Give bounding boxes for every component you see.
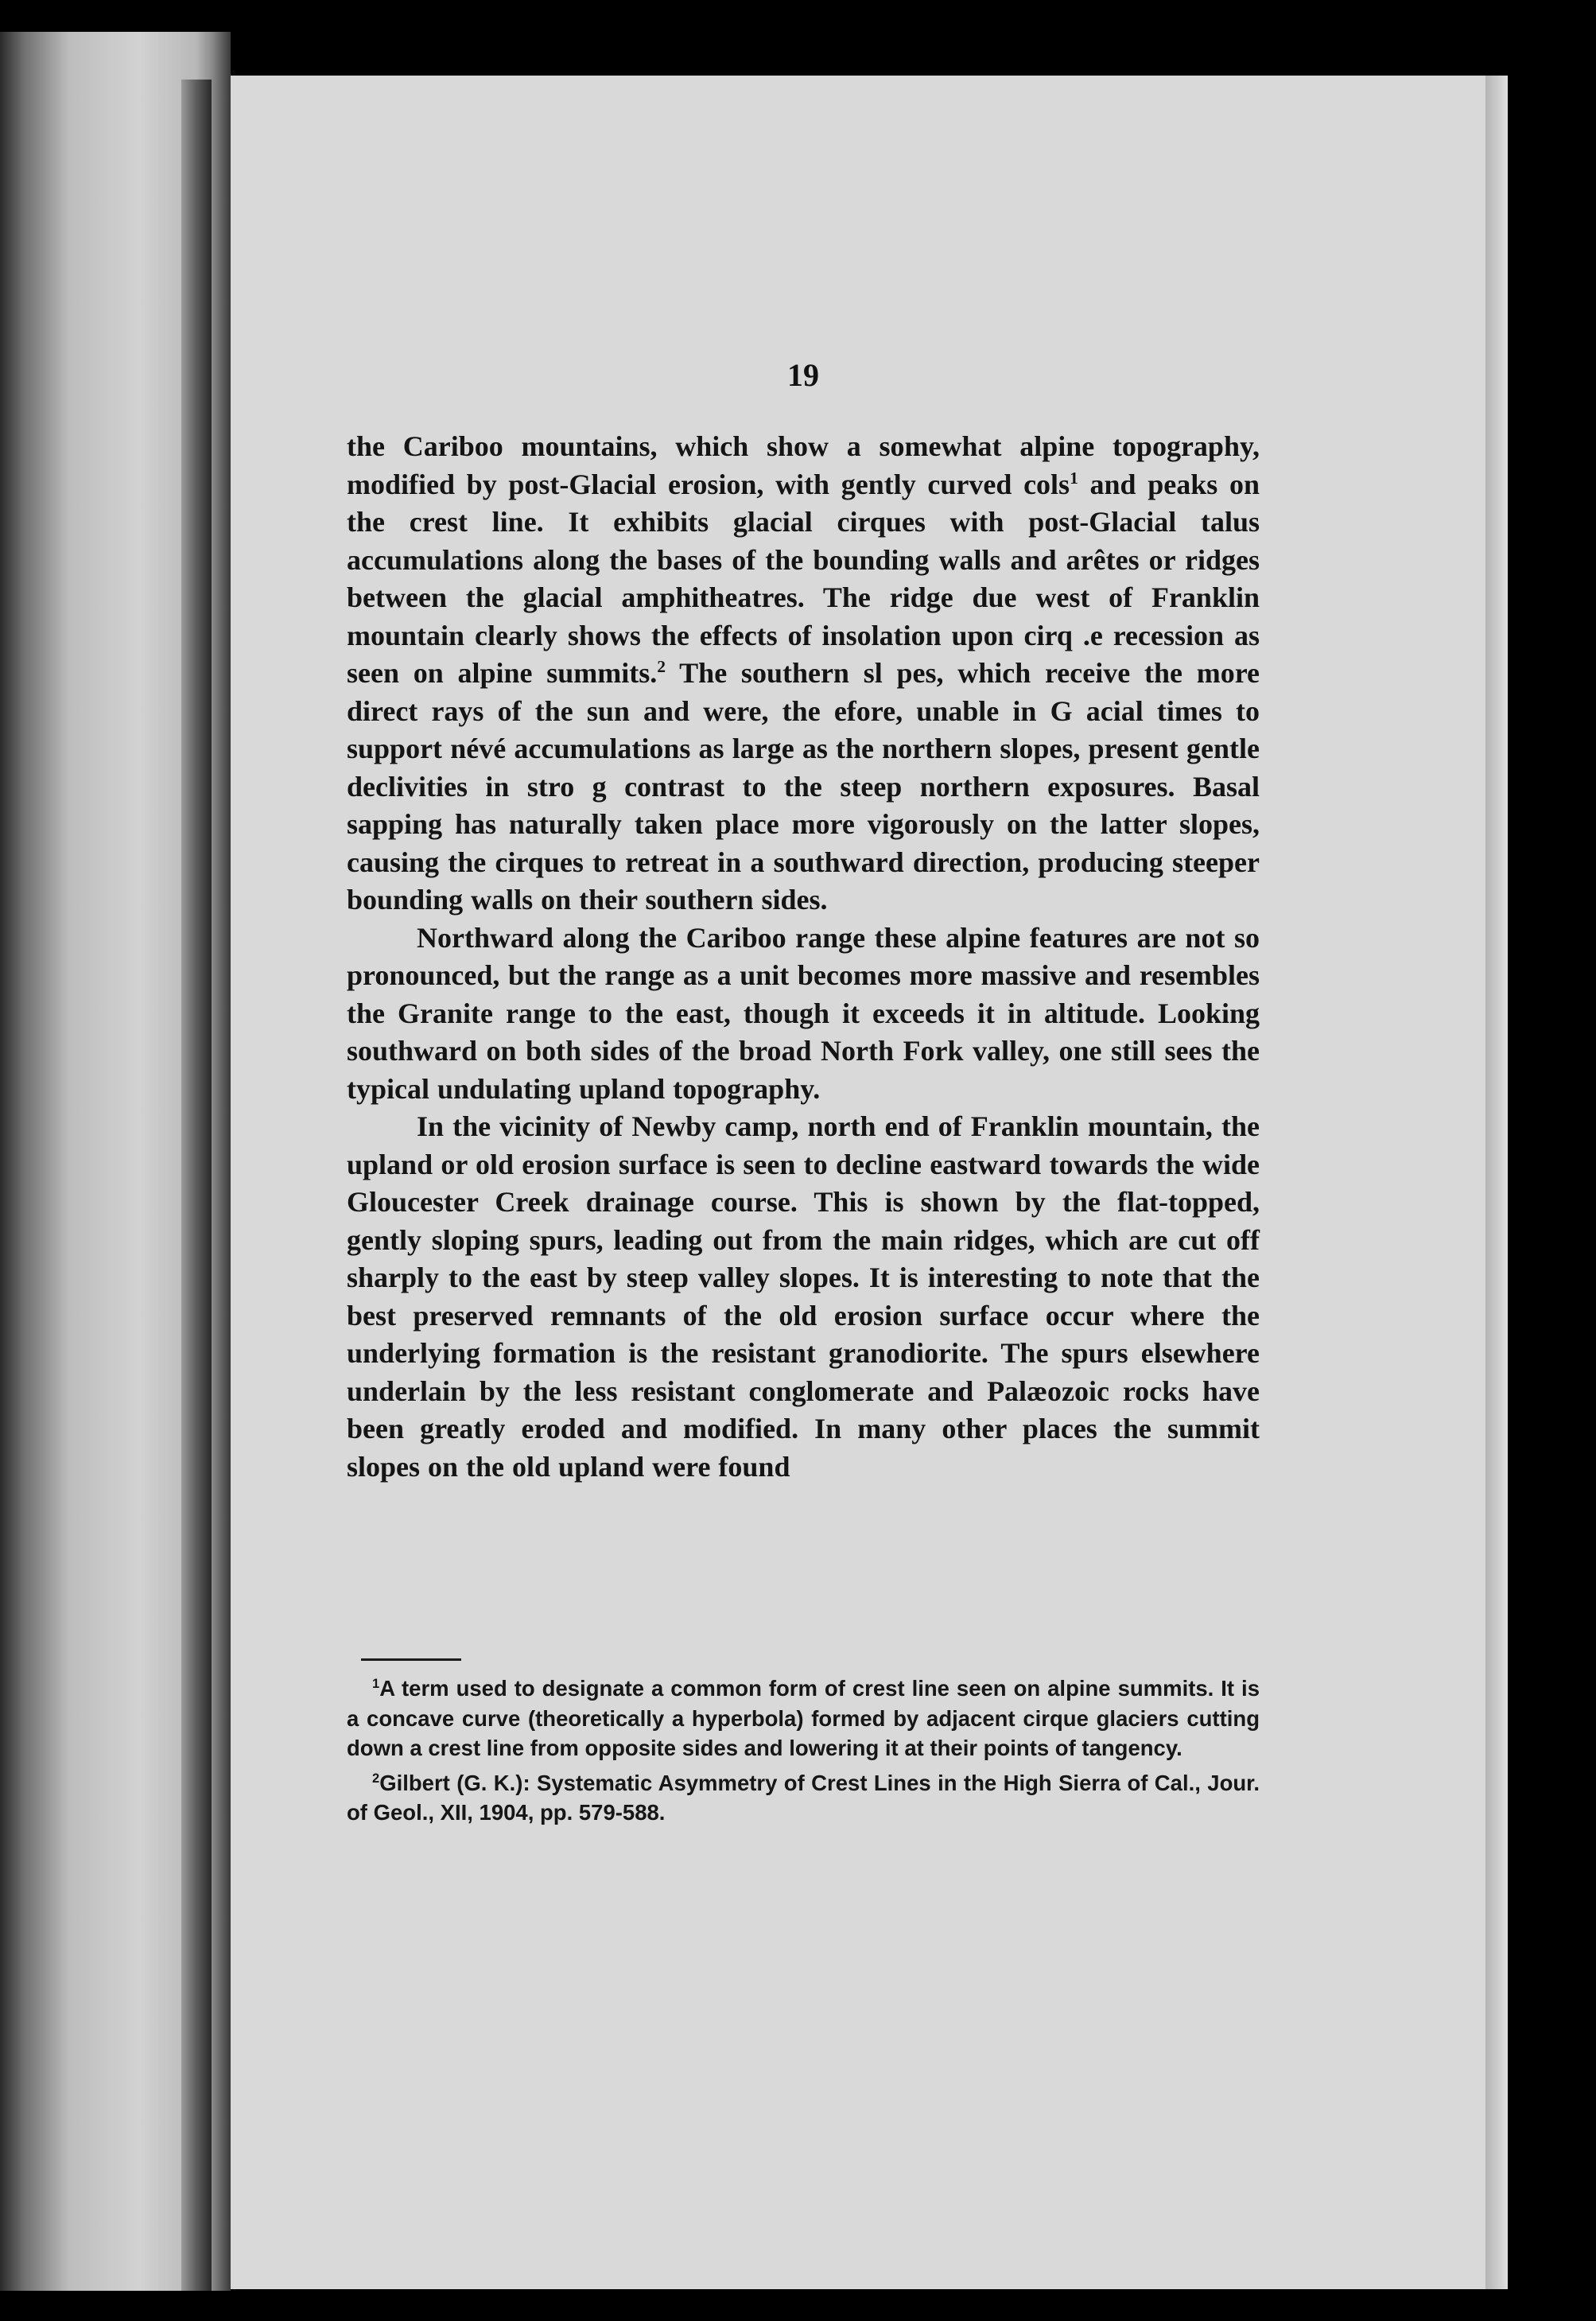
paragraph xyxy=(347,919,1260,1109)
footnotes xyxy=(347,1674,1260,1833)
book-gutter xyxy=(181,80,212,2291)
footnote-marker: 2 xyxy=(372,1771,380,1786)
body-text xyxy=(347,428,1260,1486)
paragraph-text: and peaks on the crest line. It exhibits glacial cirques with post-Glacial talus accumulations along the bases of the bounding walls and arêtes or ridges between the glacial amphitheatres. The ridge due west of Franklin mountain clearly shows the effects of insolation upon cirq .e recession as seen on alpine summits. xyxy=(347,468,1260,689)
paragraph-text: In the vicinity of Newby camp, north end of Franklin mountain, the upland or old erosion surface is seen to decline eastward towards the wide Gloucester Creek drainage course. This is shown by the flat-topped, gently sloping spurs, leading out from the main ridges, which are cut off sharply to the east by steep valley slopes. It is interesting to note that the best preserved remnants of the old erosion surface occur where the underlying formation is the resistant granodiorite. The spurs elsewhere underlain by the less resistant conglomerate and Palæozoic rocks have been greatly eroded and modified. In many other places the summit slopes on the old upland were found xyxy=(347,1110,1260,1483)
page-edge-shadow xyxy=(1485,76,1508,2289)
footnote-marker: 1 xyxy=(372,1676,380,1691)
paragraph-text: Northward along the Cariboo range these alpine features are not so pronounced, but the range as a unit becomes more massive and resembles the Granite range to the east, though it exceeds it in altitude. Looking southward on both sides of the broad North Fork valley, one still sees the typical undulating upland topography. xyxy=(347,921,1260,1105)
page-number: 19 xyxy=(787,357,819,393)
footnote-text: A term used to designate a common form of crest line seen on alpine summits. It is a concave curve (theoretically a hyperbola) formed by adjacent cirque glaciers cutting down a crest line from opposite sides and lowering it at their points of tangency. xyxy=(347,1676,1260,1760)
footnote-ref: 2 xyxy=(657,657,666,676)
footnote-separator xyxy=(361,1658,461,1661)
paragraph-text: the Cariboo mountains, which show a somewhat alpine topography, modified by post-Glacial erosion, with gently curved cols xyxy=(347,430,1260,500)
paragraph-text: The southern sl pes, which receive the more direct rays of the sun and were, the efore, unable in G acial times to support névé accumulations as large as the northern slopes, present gentle declivities in stro g contrast to the steep northern exposures. Basal sapping has naturally taken place more vigorously on the latter slopes, causing the cirques to retreat in a southward direction, producing steeper bounding walls on their southern sides. xyxy=(347,657,1260,916)
footnote xyxy=(347,1674,1260,1763)
paragraph xyxy=(347,428,1260,919)
footnote xyxy=(347,1768,1260,1828)
paragraph xyxy=(347,1108,1260,1486)
footnote-ref: 1 xyxy=(1070,468,1078,488)
footnote-text: Gilbert (G. K.): Systematic Asymmetry of Crest Lines in the High Sierra of Cal., Jour. of Geol., XII, 1904, pp. 579-588. xyxy=(347,1770,1260,1825)
